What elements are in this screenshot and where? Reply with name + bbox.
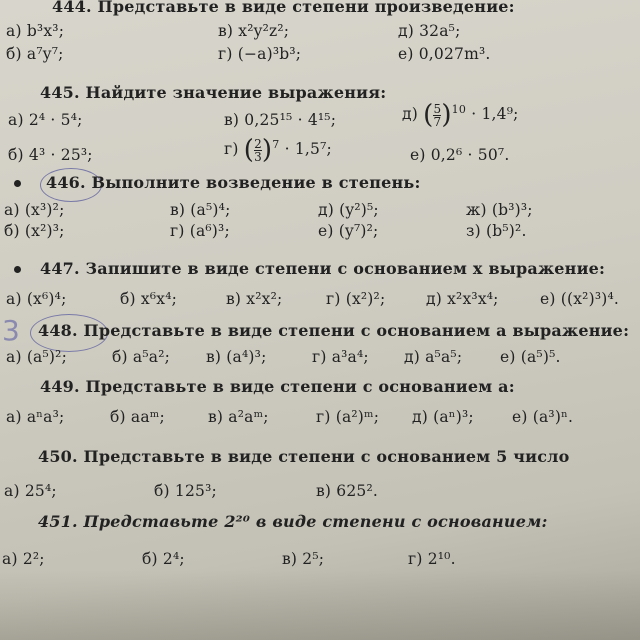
- ex450-item-v: в) 625².: [316, 482, 379, 500]
- ex448-item-b: б) a⁵a²;: [112, 348, 171, 366]
- ex444-item-e: е) 0,027m³.: [398, 45, 491, 63]
- ex445-item-b: б) 4³ · 25³;: [8, 146, 93, 164]
- ex445-g-num: 2: [254, 136, 262, 151]
- ex447-item-e: е) ((x²)³)⁴.: [540, 290, 620, 308]
- ex451-item-g: г) 2¹⁰.: [408, 550, 456, 568]
- ex447-item-g: г) (x²)²;: [326, 290, 386, 308]
- ex449-item-d: д) (aⁿ)³;: [412, 408, 474, 426]
- ex448-item-v: в) (a⁴)³;: [206, 348, 267, 366]
- ex449-item-e: е) (a³)ⁿ.: [512, 408, 574, 426]
- ex445-item-a: а) 2⁴ · 5⁴;: [8, 111, 83, 129]
- ex450-header: 450. Представьте в виде степени с основанием 5 число: [38, 447, 570, 466]
- ex446-item-g: г) (a⁶)³;: [170, 222, 230, 240]
- ex444-item-a: а) b³x³;: [6, 22, 65, 40]
- ex447-item-d: д) x²x³x⁴;: [426, 290, 499, 308]
- ex446-item-b: б) (x²)³;: [4, 222, 65, 240]
- ex448-item-d: д) a⁵a⁵;: [404, 348, 463, 366]
- ex451-header: 451. Представьте 2²⁰ в виде степени с основанием:: [38, 512, 548, 531]
- ex451-item-v: в) 2⁵;: [282, 550, 325, 568]
- ex446-header: 446. Выполните возведение в степень:: [46, 173, 421, 192]
- ex444-item-d: д) 32a⁵;: [398, 22, 461, 40]
- ex445-item-e: е) 0,2⁶ · 50⁷.: [410, 146, 510, 164]
- ex449-item-a: а) aⁿa³;: [6, 408, 65, 426]
- ex445-g-fraction: [254, 138, 262, 163]
- ex445-header: 445. Найдите значение выражения:: [40, 83, 387, 102]
- ex445-item-v: в) 0,25¹⁵ · 4¹⁵;: [224, 111, 337, 129]
- ex444-item-g: г) (−a)³b³;: [218, 45, 302, 63]
- ex445-d-den: 7: [433, 114, 442, 129]
- ex449-item-g: г) (a²)ᵐ;: [316, 408, 380, 426]
- ex444-header: 444. Представьте в виде степени произведение:: [52, 0, 515, 16]
- ex446-item-zh: ж) (b³)³;: [466, 201, 533, 219]
- ex446-item-d: д) (y²)⁵;: [318, 201, 379, 219]
- pencil-mark-448: 3: [2, 314, 20, 347]
- ex444-item-b: б) a⁷y⁷;: [6, 45, 64, 63]
- ex447-header: 447. Запишите в виде степени с основанием x выражение:: [40, 259, 606, 278]
- ex448-item-a: а) (a⁵)²;: [6, 348, 67, 366]
- ex445-g-den: 3: [254, 149, 262, 164]
- bullet-446: [14, 180, 21, 187]
- ex448-header: 448. Представьте в виде степени с основанием a выражение:: [38, 321, 630, 340]
- ex445-g-exp: 7: [272, 138, 280, 151]
- ex444-item-v: в) x²y²z²;: [218, 22, 290, 40]
- ex446-item-z: з) (b⁵)².: [466, 222, 527, 240]
- ex447-item-b: б) x⁶x⁴;: [120, 290, 178, 308]
- bullet-447: [14, 266, 21, 273]
- ex445-d-prefix: д): [402, 105, 418, 124]
- ex448-item-g: г) a³a⁴;: [312, 348, 369, 366]
- ex445-d-num: 5: [433, 101, 442, 116]
- ex448-item-e: е) (a⁵)⁵.: [500, 348, 561, 366]
- ex445-d-exp: 10: [451, 103, 467, 116]
- ex450-item-b: б) 125³;: [154, 482, 217, 500]
- ex450-item-a: а) 25⁴;: [4, 482, 57, 500]
- ex445-item-d: д) ( $\frac{5}{7}$ )$^{10}$ · 1,4⁹;: [402, 100, 519, 131]
- ex447-item-v: в) x²x²;: [226, 290, 283, 308]
- ex449-item-v: в) a²aᵐ;: [208, 408, 269, 426]
- ex447-item-a: а) (x⁶)⁴;: [6, 290, 67, 308]
- ex449-header: 449. Представьте в виде степени с основанием a:: [40, 377, 515, 396]
- ex446-item-e: е) (y⁷)²;: [318, 222, 379, 240]
- ex445-item-g: г) ( $\frac{2}{3}$ )$^7$ · 1,5⁷;: [224, 135, 332, 166]
- ex451-item-a: а) 2²;: [2, 550, 45, 568]
- ex445-g-prefix: г): [224, 140, 239, 159]
- ex445-g-rest: · 1,5⁷;: [284, 140, 332, 159]
- ex446-item-v: в) (a⁵)⁴;: [170, 201, 231, 219]
- ex446-item-a: а) (x³)²;: [4, 201, 65, 219]
- ex449-item-b: б) aaᵐ;: [110, 408, 165, 426]
- ex451-item-b: б) 2⁴;: [142, 550, 185, 568]
- ex445-d-rest: · 1,4⁹;: [471, 105, 519, 124]
- page-shadow: [0, 570, 640, 640]
